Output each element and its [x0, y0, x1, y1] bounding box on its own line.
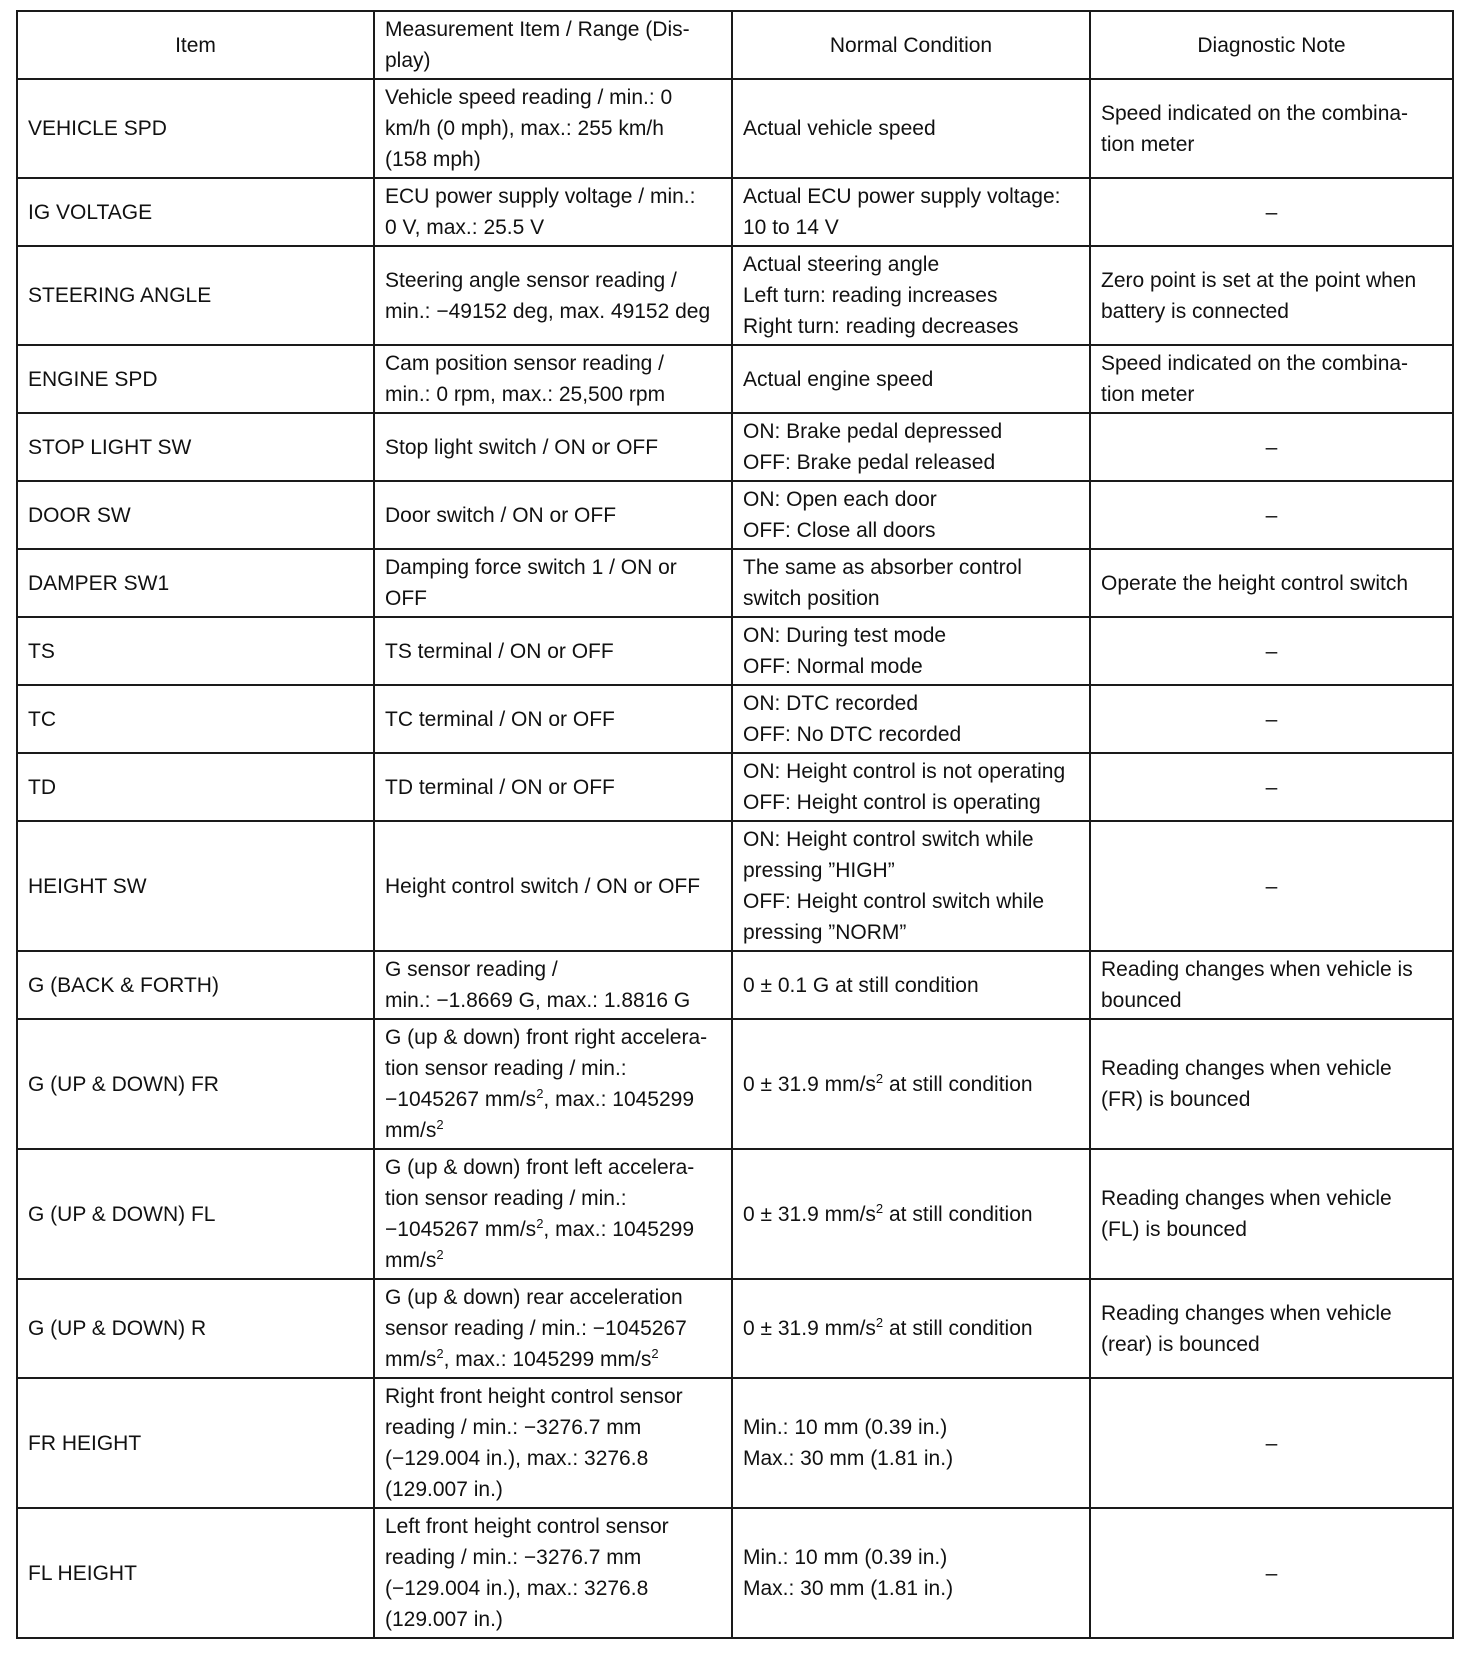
measurement-cell — [374, 1019, 732, 1149]
measurement-cell — [374, 821, 732, 951]
normal-condition-cell — [732, 685, 1090, 753]
table-row — [17, 481, 1453, 549]
normal-condition-cell — [732, 821, 1090, 951]
cell-line: Actual engine speed — [743, 367, 934, 391]
cell-line: $mm/s^2$ — [385, 1117, 444, 1142]
cell-line: min.: 0 rpm, max.: 25,500 rpm — [385, 383, 666, 406]
cell-line: Left front height control sensor — [385, 1515, 669, 1538]
cell-line: 10 to 14 V — [743, 216, 839, 239]
cell-line: ECU power supply voltage / min.: — [385, 185, 696, 208]
cell-line: G (up & down) front left accelera- — [385, 1156, 695, 1179]
normal-condition-cell — [732, 481, 1090, 549]
measurement-cell — [374, 1149, 732, 1279]
measurement-cell — [374, 1378, 732, 1508]
item-cell: FL HEIGHT — [17, 1508, 374, 1638]
table-row — [17, 178, 1453, 246]
item-cell: STOP LIGHT SW — [17, 413, 374, 481]
item-cell: ENGINE SPD — [17, 345, 374, 413]
diagnostic-note-cell — [1090, 1508, 1453, 1638]
diagnostic-note-cell — [1090, 753, 1453, 821]
diagnostic-note-cell — [1090, 1019, 1453, 1149]
item-cell: G (UP & DOWN) FL — [17, 1149, 374, 1279]
cell-line: pressing ”HIGH” — [743, 859, 895, 882]
cell-line: ON: During test mode — [743, 624, 947, 647]
data-list-table — [16, 10, 1454, 1639]
cell-line: 0 ± 31.9 $mm/s^2$ at still condition — [743, 1315, 1033, 1340]
cell-line: (rear) is bounced — [1101, 1332, 1260, 1356]
cell-line: tion meter — [1101, 383, 1195, 406]
cell-line: ON: Brake pedal depressed — [743, 420, 1003, 443]
cell-line: min.: −1.8669 G, max.: 1.8816 G — [385, 989, 691, 1012]
normal-condition-cell — [732, 617, 1090, 685]
cell-line: (158 mph) — [385, 148, 481, 171]
normal-condition-cell — [732, 246, 1090, 345]
normal-condition-cell — [732, 178, 1090, 246]
cell-line: – — [1265, 1431, 1278, 1455]
diagnostic-note-cell — [1090, 821, 1453, 951]
table-row — [17, 1508, 1453, 1638]
cell-line: OFF: Close all doors — [743, 519, 936, 542]
cell-line: tion sensor reading / min.: — [385, 1057, 627, 1080]
cell-line: (−129.004 in.), max.: 3276.8 — [385, 1447, 649, 1470]
cell-line: pressing ”NORM” — [743, 921, 907, 944]
diagnostic-note-cell — [1090, 951, 1453, 1019]
cell-line: Actual steering angle — [743, 253, 940, 276]
diagnostic-note-cell — [1090, 178, 1453, 246]
cell-line: Reading changes when vehicle — [1101, 1187, 1392, 1210]
measurement-cell — [374, 617, 732, 685]
normal-condition-cell — [732, 549, 1090, 617]
item-cell: TD — [17, 753, 374, 821]
cell-line: – — [1265, 707, 1278, 731]
measurement-cell — [374, 345, 732, 413]
normal-condition-cell — [732, 1019, 1090, 1149]
diagnostic-note-cell — [1090, 1279, 1453, 1378]
diagnostic-note-cell — [1090, 345, 1453, 413]
diagnostic-note-cell — [1090, 246, 1453, 345]
measurement-cell — [374, 246, 732, 345]
normal-condition-cell — [732, 345, 1090, 413]
cell-line: – — [1265, 1561, 1278, 1585]
diagnostic-note-cell — [1090, 685, 1453, 753]
table-body — [17, 79, 1453, 1638]
cell-line: Reading changes when vehicle is — [1101, 958, 1413, 981]
cell-line: Vehicle speed reading / min.: 0 — [385, 86, 673, 109]
measurement-cell — [374, 549, 732, 617]
cell-line: OFF: Brake pedal released — [743, 451, 996, 474]
diagnostic-note-cell — [1090, 1378, 1453, 1508]
item-cell: FR HEIGHT — [17, 1378, 374, 1508]
normal-condition-cell — [732, 753, 1090, 821]
cell-line: Min.: 10 mm (0.39 in.) — [743, 1416, 948, 1439]
cell-line: Max.: 30 mm (1.81 in.) — [743, 1447, 954, 1470]
table-row — [17, 1149, 1453, 1279]
cell-line: OFF: Height control is operating — [743, 791, 1041, 814]
cell-line: 0 ± 0.1 G at still condition — [743, 973, 979, 997]
item-cell: G (BACK & FORTH) — [17, 951, 374, 1019]
cell-line: OFF: Height control switch while — [743, 890, 1045, 913]
cell-line: tion meter — [1101, 132, 1195, 156]
normal-condition-cell — [732, 1378, 1090, 1508]
cell-line: 0 ± 31.9 $mm/s^2$ at still condition — [743, 1070, 1033, 1096]
item-cell: IG VOLTAGE — [17, 178, 374, 246]
item-cell: G (UP & DOWN) R — [17, 1279, 374, 1378]
cell-line: The same as absorber control — [743, 556, 1022, 579]
cell-line: reading / min.: −3276.7 mm — [385, 1546, 642, 1569]
cell-line: (FL) is bounced — [1101, 1218, 1247, 1241]
diagnostic-note-cell — [1090, 549, 1453, 617]
cell-line: – — [1265, 503, 1278, 527]
cell-line: Operate the height control switch — [1101, 571, 1409, 595]
cell-line: Height control switch / ON or OFF — [385, 874, 701, 898]
cell-line: Right turn: reading decreases — [743, 315, 1019, 338]
diagnostic-note-cell — [1090, 481, 1453, 549]
cell-line: $mm/s^2$ — [385, 1247, 444, 1272]
cell-line: G sensor reading / — [385, 958, 558, 981]
cell-line: OFF: No DTC recorded — [743, 723, 962, 746]
cell-line: G (up & down) front right accelera- — [385, 1026, 708, 1049]
cell-line: (−129.004 in.), max.: 3276.8 — [385, 1577, 649, 1600]
table-row — [17, 685, 1453, 753]
item-cell: DAMPER SW1 — [17, 549, 374, 617]
cell-line: – — [1265, 435, 1278, 459]
measurement-cell — [374, 951, 732, 1019]
item-cell: STEERING ANGLE — [17, 246, 374, 345]
diagnostic-note-cell — [1090, 617, 1453, 685]
cell-line: sensor reading / min.: −1045267 — [385, 1317, 687, 1340]
cell-line: ON: Open each door — [743, 488, 937, 511]
cell-line: tion sensor reading / min.: — [385, 1187, 627, 1210]
item-cell: G (UP & DOWN) FR — [17, 1019, 374, 1149]
cell-line: Left turn: reading increases — [743, 284, 998, 307]
table-row — [17, 951, 1453, 1019]
cell-line: Cam position sensor reading / — [385, 352, 664, 375]
cell-line: Max.: 30 mm (1.81 in.) — [743, 1577, 954, 1600]
cell-line: 0 V, max.: 25.5 V — [385, 216, 545, 239]
table-row — [17, 549, 1453, 617]
cell-line: – — [1265, 775, 1278, 799]
cell-line: Speed indicated on the combina- — [1101, 101, 1409, 125]
cell-line: – — [1265, 200, 1278, 224]
header-measurement: Measurement Item / Range (Dis-play) — [374, 11, 732, 79]
cell-line: reading / min.: −3276.7 mm — [385, 1416, 642, 1439]
cell-line: Steering angle sensor reading / — [385, 268, 677, 292]
diagnostic-note-cell — [1090, 1149, 1453, 1279]
item-cell: TC — [17, 685, 374, 753]
cell-line: Reading changes when vehicle — [1101, 1057, 1392, 1080]
cell-line: (129.007 in.) — [385, 1478, 503, 1501]
header-normal-condition: Normal Condition — [732, 11, 1090, 79]
cell-line: Damping force switch 1 / ON or — [385, 556, 677, 579]
measurement-cell — [374, 481, 732, 549]
cell-line: – — [1265, 639, 1278, 663]
cell-line: bounced — [1101, 989, 1182, 1012]
normal-condition-cell — [732, 1149, 1090, 1279]
cell-line: switch position — [743, 587, 880, 610]
cell-line: OFF — [385, 587, 427, 610]
cell-line: TS terminal / ON or OFF — [385, 639, 614, 663]
header-item: Item — [17, 11, 374, 79]
cell-line: Reading changes when vehicle — [1101, 1301, 1392, 1325]
cell-line: km/h (0 mph), max.: 255 km/h — [385, 117, 664, 140]
diagnostic-note-cell — [1090, 79, 1453, 178]
cell-line: Stop light switch / ON or OFF — [385, 435, 659, 459]
cell-line: TC terminal / ON or OFF — [385, 707, 615, 731]
measurement-cell — [374, 1279, 732, 1378]
cell-line: battery is connected — [1101, 299, 1289, 323]
normal-condition-cell — [732, 1508, 1090, 1638]
header-diagnostic-note: Diagnostic Note — [1090, 11, 1453, 79]
cell-line: OFF: Normal mode — [743, 655, 923, 678]
cell-line: – — [1265, 874, 1278, 898]
measurement-cell — [374, 753, 732, 821]
cell-line: min.: −49152 deg, max. 49152 deg — [385, 299, 711, 323]
measurement-cell — [374, 685, 732, 753]
table-row — [17, 1019, 1453, 1149]
table-row — [17, 617, 1453, 685]
cell-line: Min.: 10 mm (0.39 in.) — [743, 1546, 948, 1569]
normal-condition-cell — [732, 413, 1090, 481]
cell-line: Actual ECU power supply voltage: — [743, 185, 1061, 208]
table-row — [17, 79, 1453, 178]
table-row — [17, 753, 1453, 821]
item-cell: DOOR SW — [17, 481, 374, 549]
table-row — [17, 1279, 1453, 1378]
cell-line: 0 ± 31.9 $mm/s^2$ at still condition — [743, 1200, 1033, 1226]
table-row — [17, 345, 1453, 413]
table-row — [17, 246, 1453, 345]
cell-line: (129.007 in.) — [385, 1608, 503, 1631]
cell-line: $mm/s^2$, max.: 1045299 $mm/s^2$ — [385, 1346, 659, 1371]
cell-line: ON: Height control is not operating — [743, 760, 1066, 783]
measurement-cell — [374, 178, 732, 246]
cell-line: ON: Height control switch while — [743, 828, 1034, 851]
cell-line: ON: DTC recorded — [743, 692, 919, 715]
table-row — [17, 413, 1453, 481]
cell-line: G (up & down) rear acceleration — [385, 1286, 683, 1309]
measurement-cell — [374, 79, 732, 178]
normal-condition-cell — [732, 79, 1090, 178]
table-row — [17, 1378, 1453, 1508]
item-cell: HEIGHT SW — [17, 821, 374, 951]
normal-condition-cell — [732, 1279, 1090, 1378]
cell-line: (FR) is bounced — [1101, 1088, 1251, 1111]
measurement-cell — [374, 1508, 732, 1638]
cell-line: Speed indicated on the combina- — [1101, 352, 1409, 375]
cell-line: Door switch / ON or OFF — [385, 503, 617, 527]
table-row — [17, 821, 1453, 951]
normal-condition-cell — [732, 951, 1090, 1019]
item-cell: VEHICLE SPD — [17, 79, 374, 178]
cell-line: −1045267 $mm/s^2$, max.: 1045299 — [385, 1216, 695, 1241]
cell-line: Right front height control sensor — [385, 1385, 683, 1408]
header-row — [17, 11, 1453, 79]
measurement-cell — [374, 413, 732, 481]
cell-line: Zero point is set at the point when — [1101, 268, 1417, 292]
cell-line: TD terminal / ON or OFF — [385, 775, 615, 799]
cell-line: Actual vehicle speed — [743, 117, 936, 140]
cell-line: −1045267 $mm/s^2$, max.: 1045299 — [385, 1086, 695, 1111]
diagnostic-note-cell — [1090, 413, 1453, 481]
item-cell: TS — [17, 617, 374, 685]
